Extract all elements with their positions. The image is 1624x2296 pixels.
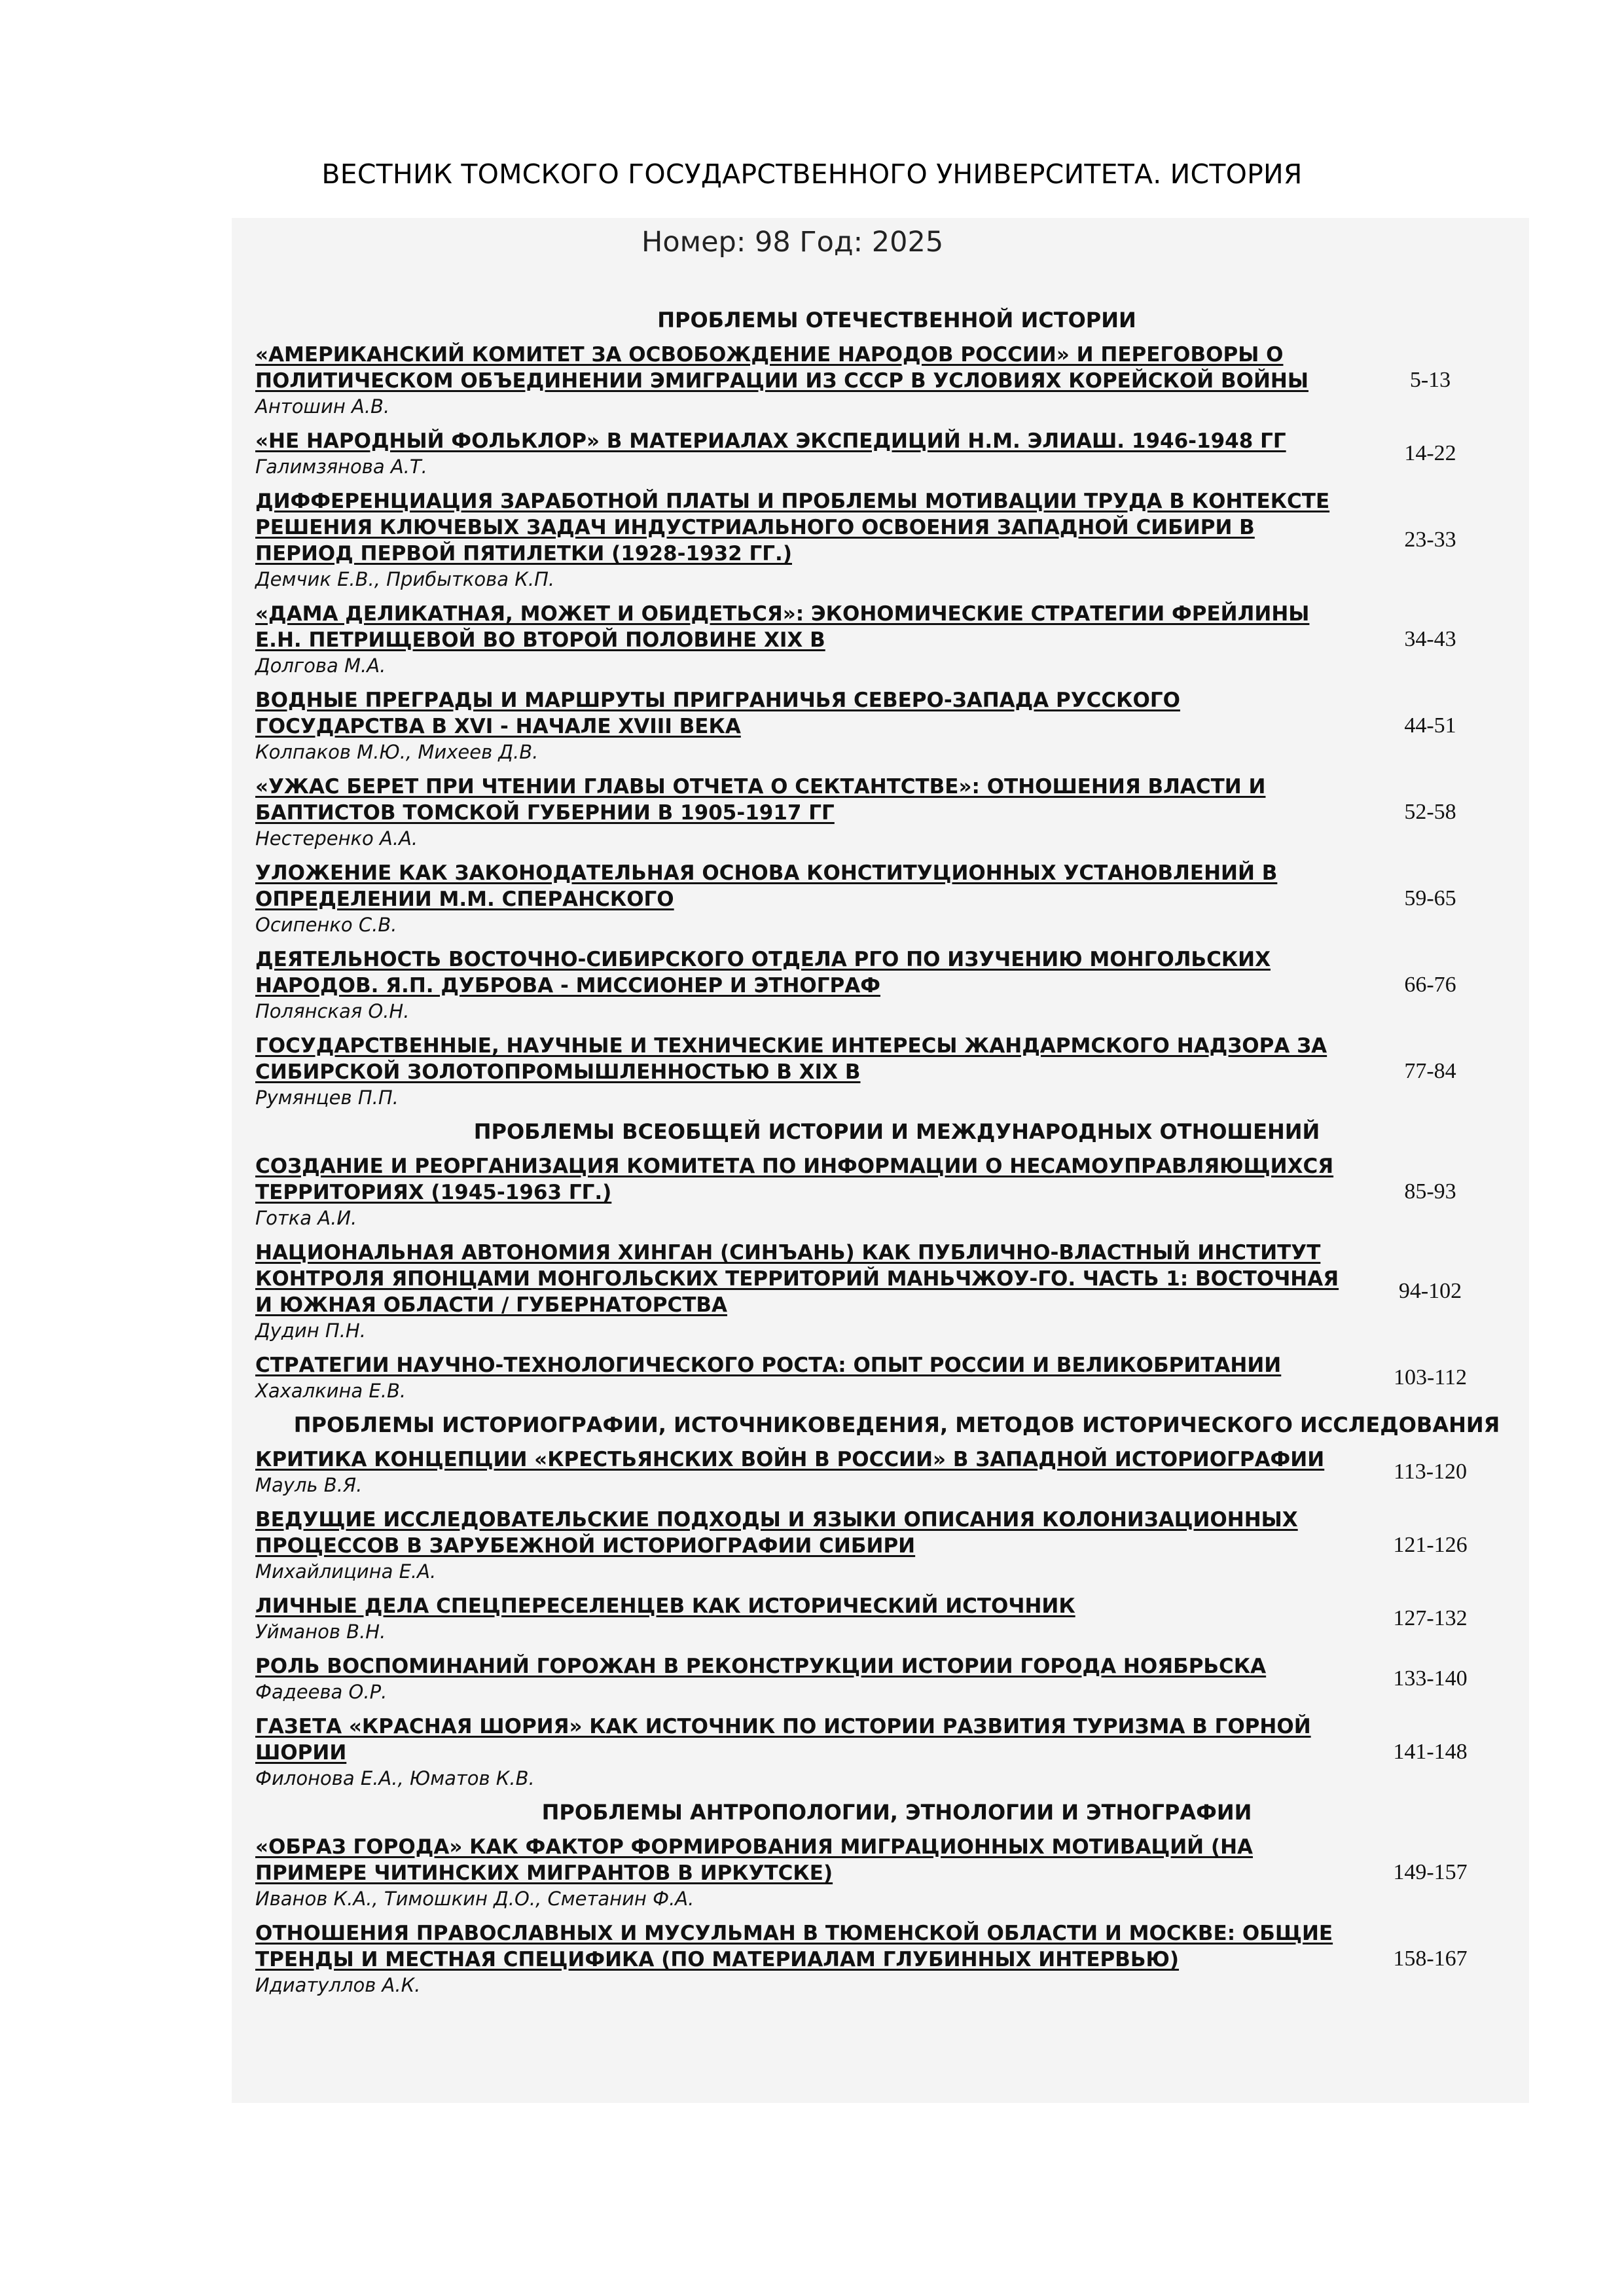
article-title-link[interactable]: ГАЗЕТА «КРАСНАЯ ШОРИЯ» КАК ИСТОЧНИК ПО ИСТОРИИ РАЗВИТИЯ ТУРИЗМА В ГОРНОЙ ШОРИИ [255, 1715, 1311, 1765]
table-of-contents [255, 308, 1538, 2007]
article-entry [255, 1593, 1538, 1644]
article-title-link[interactable]: «УЖАС БЕРЕТ ПРИ ЧТЕНИИ ГЛАВЫ ОТЧЕТА О СЕКТАНТСТВЕ»: ОТНОШЕНИЯ ВЛАСТИ И БАПТИСТОВ ТОМСКОЙ ГУБЕРНИИ В 1905-1917 ГГ [255, 775, 1266, 825]
issue-info: Номер: 98 Год: 2025 [641, 226, 944, 259]
section-heading: ПРОБЛЕМЫ ИСТОРИОГРАФИИ, ИСТОЧНИКОВЕДЕНИЯ, МЕТОДОВ ИСТОРИЧЕСКОГО ИССЛЕДОВАНИЯ [293, 1412, 1500, 1437]
article-entry [255, 687, 1538, 764]
article-pages: 127-132 [1393, 1606, 1468, 1630]
article-pages: 5-13 [1409, 368, 1451, 392]
article-title-link[interactable]: ГОСУДАРСТВЕННЫЕ, НАУЧНЫЕ И ТЕХНИЧЕСКИЕ ИНТЕРЕСЫ ЖАНДАРМСКОГО НАДЗОРА ЗА СИБИРСКОЙ ЗОЛОТОПРОМЫШЛЕННОСТЬЮ В XIX В [255, 1034, 1327, 1084]
article-entry [255, 1834, 1538, 1911]
article-title-link[interactable]: ВОДНЫЕ ПРЕГРАДЫ И МАРШРУТЫ ПРИГРАНИЧЬЯ СЕВЕРО-ЗАПАДА РУССКОГО ГОСУДАРСТВА В XVI - НАЧАЛЕ XVIII ВЕКА [255, 689, 1180, 738]
article-title-link[interactable]: «НЕ НАРОДНЫЙ ФОЛЬКЛОР» В МАТЕРИАЛАХ ЭКСПЕДИЦИЙ Н.М. ЭЛИАШ. 1946-1948 ГГ [255, 429, 1286, 453]
article-authors: Михайлицина Е.А. [255, 1560, 437, 1583]
article-entry [255, 1033, 1538, 1110]
article-title-link[interactable]: НАЦИОНАЛЬНАЯ АВТОНОМИЯ ХИНГАН (СИНЪАНЬ) КАК ПУБЛИЧНО-ВЛАСТНЫЙ ИНСТИТУТ КОНТРОЛЯ ЯПОНЦАМИ МОНГОЛЬСКИХ ТЕРРИТОРИЙ МАНЬЧЖОУ-ГО. ЧАСТЬ 1: ВОСТОЧНАЯ И ЮЖНАЯ ОБЛАСТИ / ГУБЕРНАТОРСТВА [255, 1241, 1339, 1317]
article-authors: Фадеева О.Р. [255, 1681, 388, 1703]
article-title-link[interactable]: «ДАМА ДЕЛИКАТНАЯ, МОЖЕТ И ОБИДЕТЬСЯ»: ЭКОНОМИЧЕСКИЕ СТРАТЕГИИ ФРЕЙЛИНЫ Е.Н. ПЕТРИЩЕВОЙ ВО ВТОРОЙ ПОЛОВИНЕ XIX В [255, 602, 1310, 652]
article-authors: Уйманов В.Н. [255, 1621, 386, 1643]
article-title-link[interactable]: УЛОЖЕНИЕ КАК ЗАКОНОДАТЕЛЬНАЯ ОСНОВА КОНСТИТУЦИОННЫХ УСТАНОВЛЕНИЙ В ОПРЕДЕЛЕНИИ М.М. СПЕРАНСКОГО [255, 861, 1278, 911]
section-heading: ПРОБЛЕМЫ ВСЕОБЩЕЙ ИСТОРИИ И МЕЖДУНАРОДНЫХ ОТНОШЕНИЙ [473, 1119, 1320, 1144]
article-pages: 121-126 [1393, 1533, 1468, 1557]
article-pages: 149-157 [1393, 1860, 1468, 1884]
article-entry [255, 1240, 1538, 1343]
article-entry [255, 342, 1538, 419]
article-title-link[interactable]: ОТНОШЕНИЯ ПРАВОСЛАВНЫХ И МУСУЛЬМАН В ТЮМЕНСКОЙ ОБЛАСТИ И МОСКВЕ: ОБЩИЕ ТРЕНДЫ И МЕСТНАЯ СПЕЦИФИКА (ПО МАТЕРИАЛАМ ГЛУБИННЫХ ИНТЕРВЬЮ) [255, 1922, 1333, 1971]
article-authors: Хахалкина Е.В. [255, 1380, 406, 1402]
article-pages: 141-148 [1393, 1740, 1468, 1764]
article-pages: 23-33 [1404, 528, 1456, 552]
article-authors: Румянцев П.П. [255, 1086, 399, 1109]
article-pages: 44-51 [1404, 713, 1456, 738]
section-heading: ПРОБЛЕМЫ АНТРОПОЛОГИИ, ЭТНОЛОГИИ И ЭТНОГРАФИИ [541, 1800, 1252, 1825]
article-authors: Идиатуллов А.К. [255, 1974, 421, 1996]
article-authors: Осипенко С.В. [255, 914, 397, 936]
article-entry [255, 1153, 1538, 1230]
article-title-link[interactable]: КРИТИКА КОНЦЕПЦИИ «КРЕСТЬЯНСКИХ ВОЙН В РОССИИ» В ЗАПАДНОЙ ИСТОРИОГРАФИИ [255, 1448, 1325, 1471]
article-authors: Дудин П.Н. [255, 1319, 366, 1342]
journal-title: ВЕСТНИК ТОМСКОГО ГОСУДАРСТВЕННОГО УНИВЕРСИТЕТА. ИСТОРИЯ [321, 158, 1303, 190]
article-entry [255, 428, 1538, 479]
article-pages: 59-65 [1404, 886, 1456, 910]
article-title-link[interactable]: ДЕЯТЕЛЬНОСТЬ ВОСТОЧНО-СИБИРСКОГО ОТДЕЛА РГО ПО ИЗУЧЕНИЮ МОНГОЛЬСКИХ НАРОДОВ. Я.П. ДУБРОВА - МИССИОНЕР И ЭТНОГРАФ [255, 948, 1271, 997]
article-entry [255, 1713, 1538, 1791]
article-entry [255, 601, 1538, 678]
article-entry [255, 488, 1538, 592]
article-authors: Филонова Е.А., Юматов К.В. [255, 1767, 535, 1789]
article-authors: Галимзянова А.Т. [255, 456, 427, 478]
article-entry [255, 1507, 1538, 1584]
article-title-link[interactable]: «ОБРАЗ ГОРОДА» КАК ФАКТОР ФОРМИРОВАНИЯ МИГРАЦИОННЫХ МОТИВАЦИЙ (НА ПРИМЕРЕ ЧИТИНСКИХ МИГРАНТОВ В ИРКУТСКЕ) [255, 1835, 1254, 1885]
article-authors: Антошин А.В. [255, 395, 390, 418]
article-title-link[interactable]: РОЛЬ ВОСПОМИНАНИЙ ГОРОЖАН В РЕКОНСТРУКЦИИ ИСТОРИИ ГОРОДА НОЯБРЬСКА [255, 1655, 1267, 1678]
article-authors: Иванов К.А., Тимошкин Д.О., Сметанин Ф.А. [255, 1888, 695, 1910]
article-authors: Мауль В.Я. [255, 1474, 363, 1496]
article-title-link[interactable]: ВЕДУЩИЕ ИССЛЕДОВАТЕЛЬСКИЕ ПОДХОДЫ И ЯЗЫКИ ОПИСАНИЯ КОЛОНИЗАЦИОННЫХ ПРОЦЕССОВ В ЗАРУБЕЖНОЙ ИСТОРИОГРАФИИ СИБИРИ [255, 1508, 1298, 1558]
article-pages: 34-43 [1404, 627, 1456, 651]
article-authors: Долгова М.А. [255, 655, 386, 677]
article-pages: 66-76 [1404, 973, 1456, 997]
article-title-link[interactable]: ДИФФЕРЕНЦИАЦИЯ ЗАРАБОТНОЙ ПЛАТЫ И ПРОБЛЕМЫ МОТИВАЦИИ ТРУДА В КОНТЕКСТЕ РЕШЕНИЯ КЛЮЧЕВЫХ ЗАДАЧ ИНДУСТРИАЛЬНОГО ОСВОЕНИЯ ЗАПАДНОЙ СИБИРИ В ПЕРИОД ПЕРВОЙ ПЯТИЛЕТКИ (1928-1932 ГГ.) [255, 490, 1330, 565]
article-entry [255, 1446, 1538, 1498]
article-entry [255, 860, 1538, 937]
article-pages: 158-167 [1393, 1946, 1468, 1971]
article-title-link[interactable]: «АМЕРИКАНСКИЙ КОМИТЕТ ЗА ОСВОБОЖДЕНИЕ НАРОДОВ РОССИИ» И ПЕРЕГОВОРЫ О ПОЛИТИЧЕСКОМ ОБЪЕДИНЕНИИ ЭМИГРАЦИИ ИЗ СССР В УСЛОВИЯХ КОРЕЙСКОЙ ВОЙНЫ [255, 343, 1308, 393]
article-pages: 94-102 [1398, 1279, 1462, 1303]
article-authors: Демчик Е.В., Прибыткова К.П. [255, 568, 555, 590]
article-entry [255, 774, 1538, 851]
article-authors: Нестеренко А.А. [255, 827, 418, 850]
article-authors: Полянская О.Н. [255, 1000, 410, 1022]
article-entry [255, 1653, 1538, 1704]
article-pages: 85-93 [1404, 1179, 1456, 1204]
article-pages: 113-120 [1393, 1460, 1468, 1484]
article-title-link[interactable]: СОЗДАНИЕ И РЕОРГАНИЗАЦИЯ КОМИТЕТА ПО ИНФОРМАЦИИ О НЕСАМОУПРАВЛЯЮЩИХСЯ ТЕРРИТОРИЯХ (1945-1963 ГГ.) [255, 1155, 1334, 1204]
article-entry [255, 946, 1538, 1024]
article-pages: 133-140 [1393, 1666, 1468, 1691]
article-title-link[interactable]: ЛИЧНЫЕ ДЕЛА СПЕЦПЕРЕСЕЛЕНЦЕВ КАК ИСТОРИЧЕСКИЙ ИСТОЧНИК [255, 1594, 1075, 1618]
article-entry [255, 1920, 1538, 1998]
article-pages: 77-84 [1404, 1059, 1456, 1083]
section-heading: ПРОБЛЕМЫ ОТЕЧЕСТВЕННОЙ ИСТОРИИ [657, 308, 1136, 332]
article-title-link[interactable]: СТРАТЕГИИ НАУЧНО-ТЕХНОЛОГИЧЕСКОГО РОСТА: ОПЫТ РОССИИ И ВЕЛИКОБРИТАНИИ [255, 1354, 1282, 1377]
article-authors: Колпаков М.Ю., Михеев Д.В. [255, 741, 539, 763]
article-pages: 103-112 [1393, 1365, 1468, 1390]
article-pages: 14-22 [1404, 441, 1456, 465]
article-pages: 52-58 [1404, 800, 1456, 824]
article-authors: Готка А.И. [255, 1207, 357, 1229]
article-entry [255, 1352, 1538, 1403]
